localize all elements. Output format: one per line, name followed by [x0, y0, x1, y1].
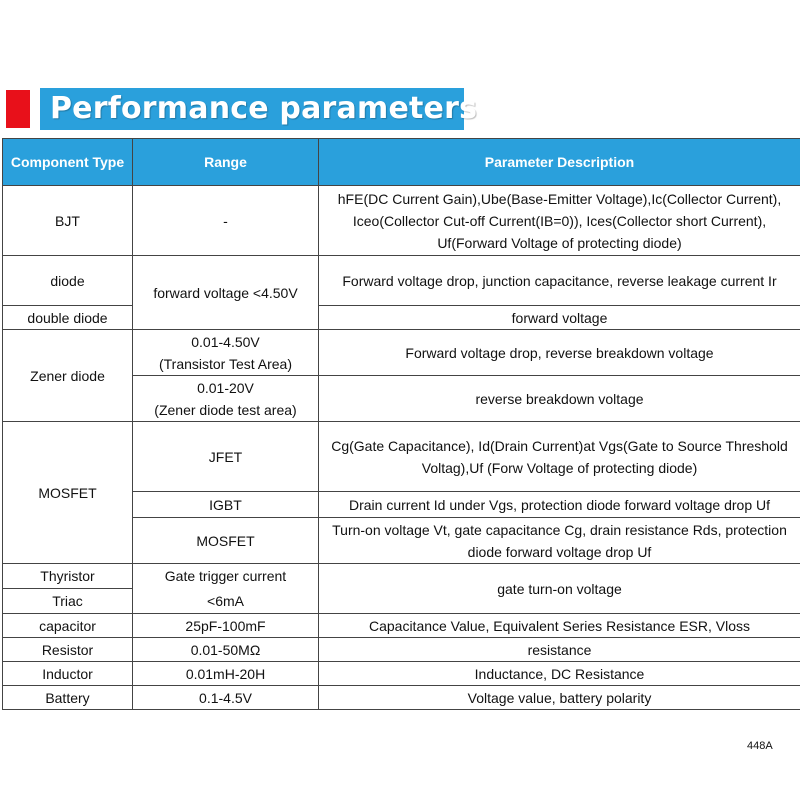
component-cell: Resistor: [3, 638, 133, 662]
description-cell: Voltage value, battery polarity: [319, 686, 800, 710]
component-cell: Zener diode: [3, 330, 133, 422]
parameters-table: [2, 138, 800, 710]
range-cell: 25pF-100mF: [133, 614, 319, 638]
table-row: [3, 564, 800, 589]
header-range: Range: [133, 139, 319, 186]
range-note: (Transistor Test Area): [158, 355, 293, 372]
header-parameter-description: Parameter Description: [319, 139, 800, 186]
range-cell: -: [133, 186, 319, 256]
table-row: [3, 614, 800, 638]
range-value: 0.01-20V: [197, 379, 254, 396]
description-cell: reverse breakdown voltage: [319, 376, 800, 422]
page-title: Performance parameters: [40, 88, 464, 130]
table-row: [3, 422, 800, 492]
description-cell: Capacitance Value, Equivalent Series Resistance ESR, Vloss: [319, 614, 800, 638]
range-cell: [133, 330, 319, 376]
range-cell: 0.1-4.5V: [133, 686, 319, 710]
table-row: [3, 638, 800, 662]
range-cell: forward voltage <4.50V: [133, 256, 319, 330]
component-cell: Inductor: [3, 662, 133, 686]
table-row: [3, 662, 800, 686]
range-cell: MOSFET: [133, 518, 319, 564]
component-cell: Battery: [3, 686, 133, 710]
description-cell: resistance: [319, 638, 800, 662]
component-cell: BJT: [3, 186, 133, 256]
description-cell: Forward voltage drop, reverse breakdown voltage: [319, 330, 800, 376]
range-cell: Gate trigger current: [133, 564, 319, 589]
range-cell: 0.01-50MΩ: [133, 638, 319, 662]
range-value: 0.01-4.50V: [191, 333, 260, 350]
description-cell: gate turn-on voltage: [319, 564, 800, 614]
table-row: [3, 686, 800, 710]
range-cell: IGBT: [133, 492, 319, 518]
component-cell: MOSFET: [3, 422, 133, 564]
table-row: [3, 330, 800, 376]
component-cell: Thyristor: [3, 564, 133, 589]
range-cell: JFET: [133, 422, 319, 492]
description-cell: Cg(Gate Capacitance), Id(Drain Current)at Vgs(Gate to Source Threshold Voltag),Uf (Forw Voltage of protecting diode): [319, 422, 800, 492]
title-banner: [0, 88, 800, 130]
title-accent-bar: [6, 90, 30, 128]
header-component-type: Component Type: [3, 139, 133, 186]
description-cell: hFE(DC Current Gain),Ube(Base-Emitter Voltage),Ic(Collector Current), Iceo(Collector Cut-off Current(IB=0)), Ices(Collector short Current), Uf(Forward Voltage of protecting diode): [319, 186, 800, 256]
description-cell: Inductance, DC Resistance: [319, 662, 800, 686]
range-note: (Zener diode test area): [154, 401, 297, 418]
component-cell: double diode: [3, 306, 133, 330]
description-cell: Drain current Id under Vgs, protection diode forward voltage drop Uf: [319, 492, 800, 518]
range-cell: <6mA: [133, 589, 319, 614]
description-cell: Turn-on voltage Vt, gate capacitance Cg, drain resistance Rds, protection diode forward voltage drop Uf: [319, 518, 800, 564]
table-header-row: [3, 139, 800, 186]
product-code: 448A: [747, 740, 773, 752]
range-cell: 0.01mH-20H: [133, 662, 319, 686]
table-row: [3, 186, 800, 256]
component-cell: capacitor: [3, 614, 133, 638]
range-cell: [133, 376, 319, 422]
description-cell: Forward voltage drop, junction capacitance, reverse leakage current Ir: [319, 256, 800, 306]
description-cell: forward voltage: [319, 306, 800, 330]
component-cell: diode: [3, 256, 133, 306]
table-row: [3, 306, 800, 330]
table-row: [3, 256, 800, 306]
component-cell: Triac: [3, 589, 133, 614]
